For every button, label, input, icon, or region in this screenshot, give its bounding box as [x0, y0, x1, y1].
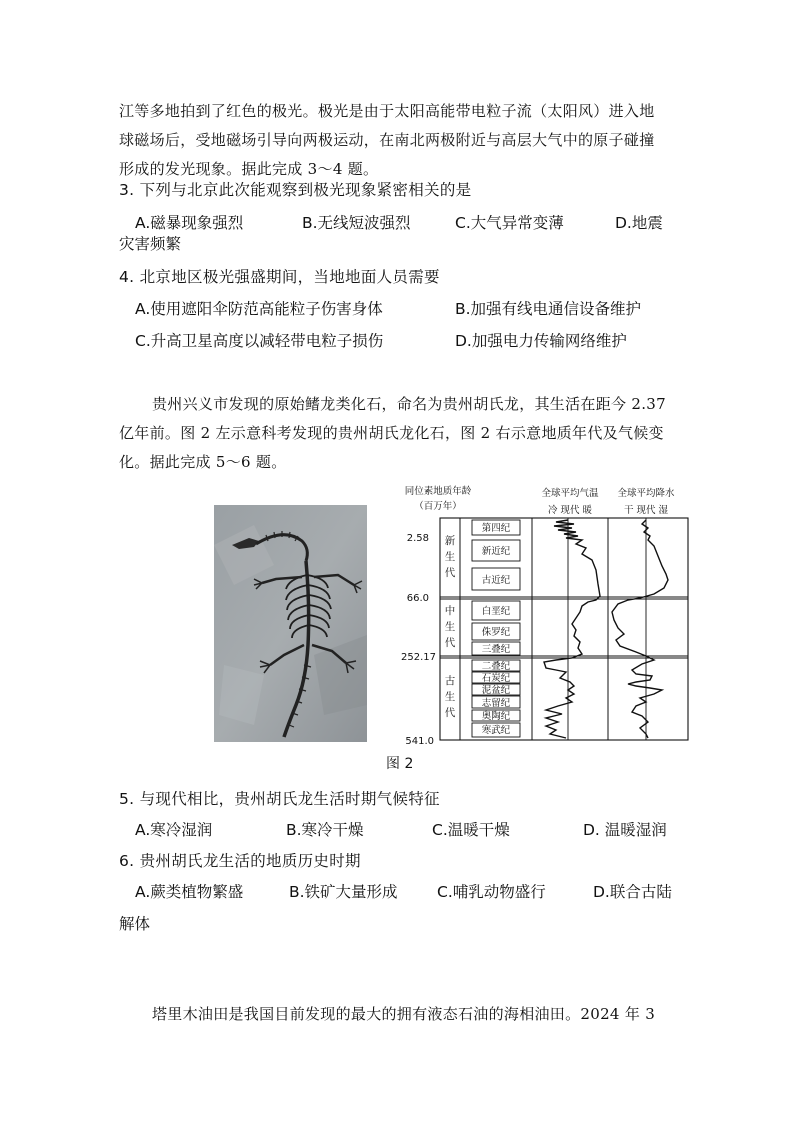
- period-12: 寒武纪: [481, 725, 511, 736]
- passage2-line3: 化。据此完成 5～6 题。: [119, 453, 287, 471]
- era-cenozoic-1: 新: [444, 535, 456, 547]
- header-precipitation-scale: 干 现代 湿: [623, 505, 669, 516]
- period-10: 志留纪: [481, 698, 511, 709]
- passage2-line2: 亿年前。图 2 左示意科考发现的贵州胡氏龙化石，图 2 右示意地质年代及气候变: [119, 424, 664, 442]
- passage1-line2: 球磁场后，受地磁场引导向两极运动，在南北两极附近与高层大气中的原子碰撞: [119, 131, 655, 149]
- temperature-curve: [544, 520, 600, 738]
- q4-option-c: C.升高卫星高度以减轻带电粒子损伤: [135, 332, 384, 350]
- q3-option-c: C.大气异常变薄: [455, 214, 564, 232]
- period-1: 第四纪: [481, 523, 511, 534]
- q5-stem: 5. 与现代相比，贵州胡氏龙生活时期气候特征: [119, 790, 440, 808]
- chart-frame: [440, 518, 688, 740]
- header-age-line1: 同位素地质年龄: [404, 486, 472, 497]
- q4-option-a: A.使用遮阳伞防范高能粒子伤害身体: [135, 300, 383, 318]
- precipitation-curve: [612, 520, 668, 738]
- q4-option-d: D.加强电力传输网络维护: [455, 332, 627, 350]
- q5-option-a: A.寒冷湿润: [135, 821, 213, 839]
- q6-option-b: B.铁矿大量形成: [289, 883, 398, 901]
- age-label-1: 2.58: [406, 533, 429, 544]
- era-cenozoic-2: 生: [444, 551, 456, 563]
- era-paleozoic-2: 生: [444, 691, 456, 703]
- fossil-photo: [214, 505, 367, 742]
- q3-option-b: B.无线短波强烈: [302, 214, 411, 232]
- header-precipitation: 全球平均降水: [617, 488, 675, 499]
- period-4: 白垩纪: [481, 606, 511, 617]
- q3-option-a: A.磁暴现象强烈: [135, 214, 244, 232]
- period-6: 三叠纪: [481, 644, 511, 655]
- age-label-2: 66.0: [406, 593, 429, 604]
- passage2-line1: 贵州兴义市发现的原始鳍龙类化石，命名为贵州胡氏龙，其生活在距今 2.37: [152, 395, 666, 413]
- era-mesozoic-1: 中: [444, 605, 456, 617]
- q6-option-d-cont: 解体: [119, 915, 151, 933]
- q6-option-d: D.联合古陆: [593, 883, 672, 901]
- q3-option-d-cont: 灾害频繁: [119, 235, 182, 253]
- q3-option-d: D.地震: [615, 214, 663, 232]
- age-label-3: 252.17: [401, 652, 436, 663]
- age-label-4: 541.0: [405, 736, 434, 746]
- header-age-line2: （百万年）: [414, 501, 462, 512]
- period-5: 侏罗纪: [481, 627, 511, 638]
- period-7: 二叠纪: [481, 661, 511, 672]
- q6-stem: 6. 贵州胡氏龙生活的地质历史时期: [119, 852, 361, 870]
- period-3: 古近纪: [481, 575, 511, 586]
- period-2: 新近纪: [481, 546, 511, 557]
- figure-caption: 图 2: [386, 756, 414, 772]
- q3-stem: 3. 下列与北京此次能观察到极光现象紧密相关的是: [119, 181, 472, 199]
- passage1-line1: 江等多地拍到了红色的极光。极光是由于太阳高能带电粒子流（太阳风）进入地: [119, 102, 655, 120]
- period-8: 石炭纪: [481, 673, 511, 684]
- geologic-time-chart: [396, 484, 696, 746]
- q6-option-c: C.哺乳动物盛行: [437, 883, 546, 901]
- q5-option-c: C.温暖干燥: [432, 821, 510, 839]
- era-mesozoic-3: 代: [444, 637, 456, 649]
- period-9: 泥盆纪: [481, 685, 511, 696]
- q4-option-b: B.加强有线电通信设备维护: [455, 300, 642, 318]
- q4-stem: 4. 北京地区极光强盛期间，当地地面人员需要: [119, 268, 440, 286]
- q5-option-b: B.寒冷干燥: [286, 821, 364, 839]
- passage3-line1: 塔里木油田是我国目前发现的最大的拥有液态石油的海相油田。2024 年 3: [152, 1005, 656, 1023]
- header-temperature-scale: 冷 现代 暖: [547, 505, 593, 516]
- header-temperature: 全球平均气温: [541, 488, 599, 499]
- q5-option-d: D. 温暖湿润: [583, 821, 667, 839]
- era-cenozoic-3: 代: [444, 567, 456, 579]
- era-paleozoic-1: 古: [444, 675, 456, 687]
- era-mesozoic-2: 生: [444, 621, 456, 633]
- period-11: 奥陶纪: [481, 711, 511, 722]
- passage1-line3: 形成的发光现象。据此完成 3～4 题。: [119, 160, 379, 178]
- era-paleozoic-3: 代: [444, 707, 456, 719]
- q6-option-a: A.蕨类植物繁盛: [135, 883, 244, 901]
